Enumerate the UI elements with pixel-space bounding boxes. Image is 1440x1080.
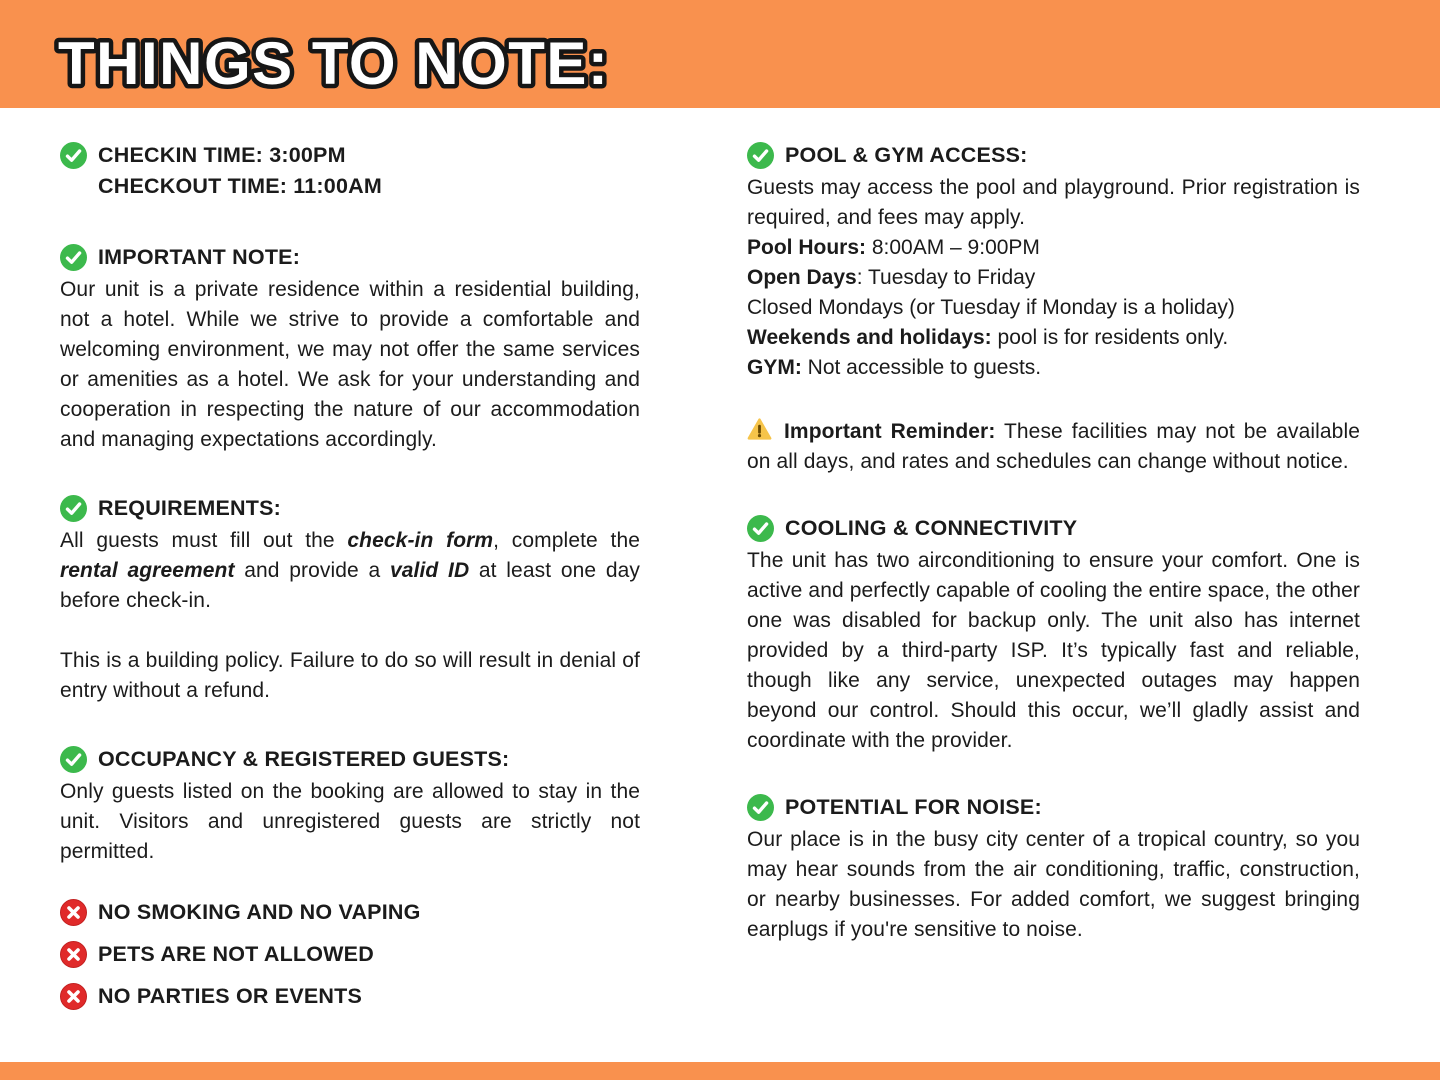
cooling-heading: COOLING & CONNECTIVITY (785, 516, 1078, 540)
checkin-form-emphasis: check-in form (347, 529, 494, 552)
occupancy-body: Only guests listed on the booking are allowed to stay in the unit. Visitors and unregistered guests are strictly not permitted. (60, 780, 640, 863)
checkout-time: CHECKOUT TIME: 11:00AM (98, 174, 382, 198)
gym-label: GYM: (747, 356, 802, 379)
requirements-text: and provide a (234, 559, 390, 582)
pool-intro: Guests may access the pool and playground. Prior registration is required, and fees may apply. (747, 176, 1360, 229)
checkin-checkout-lines (98, 140, 382, 202)
check-icon (60, 746, 87, 773)
check-icon (60, 495, 87, 522)
prohibition-item (60, 939, 640, 969)
requirements-body (60, 526, 640, 616)
weekends-line (747, 323, 1360, 353)
pool-hours-label: Pool Hours: (747, 236, 866, 259)
no-smoking-label: NO SMOKING AND NO VAPING (98, 900, 421, 924)
checkin-time: CHECKIN TIME: 3:00PM (98, 143, 346, 167)
page-title (58, 0, 818, 108)
cooling-connectivity-section (747, 513, 1360, 756)
warning-icon (747, 417, 772, 442)
important-note-section (60, 242, 640, 455)
prohibition-item (60, 897, 640, 927)
gym-line (747, 353, 1360, 383)
cross-icon (60, 983, 87, 1010)
important-reminder-text: These facilities may not be available on all days, and rates and schedules can change without notice. (747, 420, 1360, 473)
no-pets-label: PETS ARE NOT ALLOWED (98, 942, 374, 966)
noise-section (747, 792, 1360, 945)
cooling-body: The unit has two airconditioning to ensure your comfort. One is active and perfectly capable of cooling the entire space, the other one was disabled for backup only. The unit also has internet provided by a third-party ISP. It’s typically fast and reliable, though like any service, unexpected outages may happen beyond our control. Should this occur, we’ll gladly assist and coordinate with the provider. (747, 549, 1360, 752)
right-column (747, 140, 1360, 945)
occupancy-heading: OCCUPANCY & REGISTERED GUESTS: (98, 747, 510, 771)
pool-gym-section (747, 140, 1360, 383)
open-days-line (747, 263, 1360, 293)
left-column (60, 140, 640, 1011)
requirements-section (60, 493, 640, 706)
occupancy-section (60, 744, 640, 867)
header-banner (0, 0, 1440, 108)
requirements-heading: REQUIREMENTS: (98, 496, 281, 520)
pool-hours-value: 8:00AM – 9:00PM (866, 236, 1040, 259)
requirements-text: All guests must fill out the (60, 529, 348, 552)
prohibition-item (60, 981, 640, 1011)
prohibitions-list (60, 897, 640, 1011)
requirements-text: , complete the (493, 529, 640, 552)
closed-mondays-line: Closed Mondays (or Tuesday if Monday is a holiday) (747, 296, 1235, 319)
rental-agreement-emphasis: rental agreement (60, 559, 235, 582)
open-days-label: Open Days (747, 266, 857, 289)
noise-heading: POTENTIAL FOR NOISE: (785, 795, 1042, 819)
requirements-text: at least one day before check-in. (60, 559, 640, 612)
open-days-value: : Tuesday to Friday (856, 266, 1036, 289)
noise-body: Our place is in the busy city center of a tropical country, so you may hear sounds from the air conditioning, traffic, construction, or nearby businesses. For added comfort, we suggest bringing earplugs if you're sensitive to noise. (747, 828, 1360, 941)
important-reminder-section (747, 417, 1360, 477)
cross-icon (60, 899, 87, 926)
check-icon (60, 244, 87, 271)
cross-icon (60, 941, 87, 968)
important-note-heading: IMPORTANT NOTE: (98, 245, 301, 269)
valid-id-emphasis: valid ID (389, 559, 470, 582)
page-title-text: THINGS TO NOTE: (58, 30, 610, 97)
important-reminder-label: Important Reminder: (784, 420, 996, 443)
no-parties-label: NO PARTIES OR EVENTS (98, 984, 363, 1008)
weekends-label: Weekends and holidays: (747, 326, 992, 349)
pool-hours-line (747, 233, 1360, 263)
building-policy-note: This is a building policy. Failure to do so will result in denial of entry without a refund. (60, 649, 640, 702)
footer-bar (0, 1062, 1440, 1080)
check-icon (747, 515, 774, 542)
gym-value: Not accessible to guests. (801, 356, 1042, 379)
important-note-body: Our unit is a private residence within a residential building, not a hotel. While we strive to provide a comfortable and welcoming environment, we may not offer the same services or amenities as a hotel. We ask for your understanding and cooperation in respecting the nature of our accommodation and managing expectations accordingly. (60, 278, 640, 451)
important-reminder-body (747, 417, 1360, 477)
checkin-checkout-block (60, 140, 640, 202)
pool-gym-heading: POOL & GYM ACCESS: (785, 143, 1028, 167)
check-icon (60, 142, 87, 169)
weekends-value: pool is for residents only. (991, 326, 1229, 349)
check-icon (747, 142, 774, 169)
check-icon (747, 794, 774, 821)
